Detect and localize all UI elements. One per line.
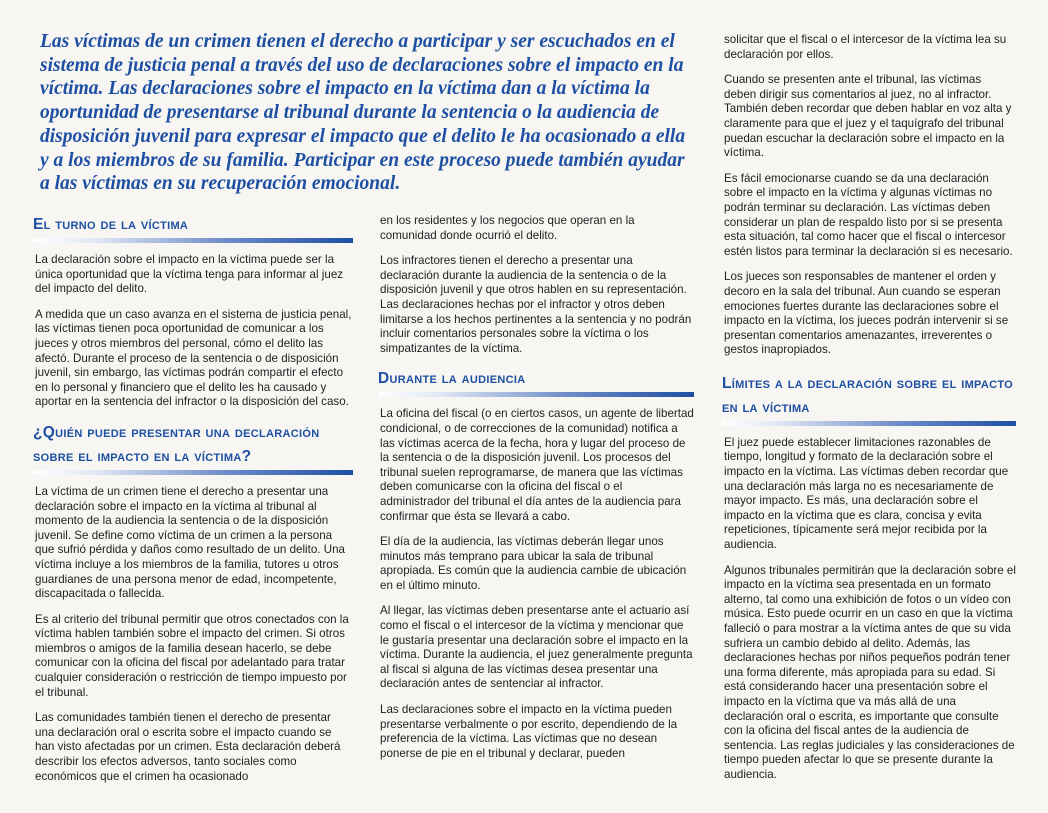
heading-statement-limits: Límites a la declaración sobre el impacto en la víctima xyxy=(722,372,1016,426)
paragraph: Algunos tribunales permitirán que la declaración sobre el impacto en la víctima sea presentada en un formato alterno, tal como una exhibición de fotos o un vídeo con música. Esto puede ocurrir en un caso en que la víctima falleció o para mostrar a la víctima antes de que su vida sufriera un cambio debido al delito. Además, las declaraciones hechas por niños pequeños podrán tener una forma diferente, más apropiada para su edad. Si está considerando hacer una presentación sobre el impacto en la víctima que va más allá de una declaración oral o escrita, es importante que consulte con la oficina del fiscal antes de la audiencia de sentencia. Las reglas judiciales y las consideraciones de tiempo pueden afectar lo que se presente durante la audiencia. xyxy=(724,563,1016,781)
paragraph: La oficina del fiscal (o en ciertos casos, un agente de libertad condicional, o de correcciones de la comunidad) notifica a las víctimas acerca de la fecha, hora y lugar del proceso de la sentencia o de la disposición juvenil. Los procesos del tribunal suelen reprogramarse, de manera que las víctimas deben comunicarse con la oficina del fiscal o el administrador del tribunal el día antes de la audiencia para confirmar que ésta se llevará a cabo. xyxy=(380,407,694,523)
heading-during-hearing: Durante la audiencia xyxy=(378,367,694,397)
column-right xyxy=(724,33,1016,794)
paragraph: El juez puede establecer limitaciones razonables de tiempo, longitud y formato de la declaración sobre el impacto en la víctima. Las víctimas deben recordar que una declaración más larga no es necesariamente de mayor impacto. Es más, una declaración sobre el impacto en la víctima que es clara, concisa y evita repeticiones, típicamente será mejor recibida por la audiencia. xyxy=(724,435,1009,552)
paragraph: Es al criterio del tribunal permitir que otros conectados con la víctima hablen también sobre el impacto del crimen. Si otros miembros o amigos de la familia desean hacerlo, se debe comunicar con la oficina del fiscal por adelantado para tratar cualquier consideración o restricción de tiempo impuesto por el tribunal. xyxy=(35,612,349,699)
paragraph: Los jueces son responsables de mantener el orden y decoro en la sala del tribunal. Aun cuando se esperan emociones fuertes durante las declaraciones sobre el impacto en la víctima, los jueces podrán intervenir si se presentan comentarios amenazantes, irreverentes o gestos inapropiados. xyxy=(724,270,1009,357)
paragraph: Las comunidades también tienen el derecho de presentar una declaración oral o escrita sobre el impacto cuando se han visto afectadas por un crimen. Esta declaración deberá describir los efectos adversos, tanto sociales como económicos que el crimen ha ocasionado xyxy=(35,711,341,783)
paragraph: en los residentes y los negocios que operan en la comunidad donde ocurrió el delito. xyxy=(380,214,635,242)
column-middle xyxy=(380,214,694,772)
paragraph: La declaración sobre el impacto en la víctima puede ser la única oportunidad que la víctima tenga para informar al juez del impacto del delito. xyxy=(35,253,344,296)
paragraph: La víctima de un crimen tiene el derecho a presentar una declaración sobre el impacto en la víctima al tribunal al momento de la audiencia la sentencia o de la disposición juvenil. Se define como víctima de un crimen a la persona que sufrió pérdida y daños como resultado de un delito. Una víctima incluye a los miembros de la familia, tutores u otros guardianes de una persona menor de edad, incompetente, discapacitada o fallecida. xyxy=(35,484,346,601)
intro-paragraph: Las víctimas de un crimen tienen el derecho a participar y ser escuchados en el sistema de justicia penal a través del uso de declaraciones sobre el impacto en la víctima. Las declaraciones sobre el impacto en la víctima dan a la víctima la oportunidad de presentarse al tribunal durante la sentencia o la audiencia de disposición juvenil para expresar el impacto que el delito le ha ocasionado a ella y a los miembros de su familia. Participar en este proceso puede también ayudar a las víctimas en su recuperación emocional. xyxy=(40,31,686,195)
paragraph: Los infractores tienen el derecho a presentar una declaración durante la audiencia de la sentencia o de la disposición juvenil y que otros hablen en su representación. Las declaraciones hechas por el infractor y otros deben limitarse a los hechos pertinentes a la sentencia y no podrán incluir comentarios personales sobre la víctima o los simpatizantes de la víctima. xyxy=(380,254,692,355)
paragraph: Al llegar, las víctimas deben presentarse ante el actuario así como el fiscal o el intercesor de la víctima y mencionar que le gustaría presentar una declaración sobre el impacto en la víctima. Durante la audiencia, el juez generalmente pregunta al fiscal si alguna de las víctimas desea presentar una declaración antes de sentenciar al infractor. xyxy=(380,604,693,691)
heading-who-can-present: ¿Quién puede presentar una declaración sobre el impacto en la víctima? xyxy=(33,421,353,475)
paragraph: solicitar que el fiscal o el intercesor de la víctima lea su declaración por ellos. xyxy=(724,33,1007,61)
paragraph: Es fácil emocionarse cuando se da una declaración sobre el impacto en la víctima y algunas víctimas no podrán terminar su declaración. Las víctimas deben considerar un plan de respaldo listo por si se presenta esta situación, tal como hacer que el fiscal o intercesor estén listos para terminar la declaración si es necesario. xyxy=(724,171,1013,258)
paragraph: Las declaraciones sobre el impacto en la víctima pueden presentarse verbalmente o por escrito, dependiendo de la preferencia de la víctima. Las víctimas que no desean ponerse de pie en el tribunal y declarar, pueden xyxy=(380,703,678,760)
heading-victim-turn: El turno de la víctima xyxy=(33,213,353,243)
column-left xyxy=(35,213,353,795)
paragraph: A medida que un caso avanza en el sistema de justicia penal, las víctimas tienen poca oportunidad de comunicar a los jueces y otros miembros del personal, cómo el delito las afectó. Durante el proceso de la sentencia o de disposición juvenil, sin embargo, las víctimas podrán compartir el efecto en lo personal y financiero que el delito les ha causado y aportar en la sentencia del infractor o la disposición del caso. xyxy=(35,307,352,409)
paragraph: El día de la audiencia, las víctimas deberán llegar unos minutos más temprano para ubicar la sala de tribunal apropiada. Es común que la audiencia cambie de ubicación en el último minuto. xyxy=(380,535,687,592)
paragraph: Cuando se presenten ante el tribunal, las víctimas deben dirigir sus comentarios al juez, no al infractor. También deben recordar que deben hablar en voz alta y claramente para que el juez y el taquígrafo del tribunal puedan escuchar la declaración sobre el impacto en la víctima. xyxy=(724,73,1012,160)
